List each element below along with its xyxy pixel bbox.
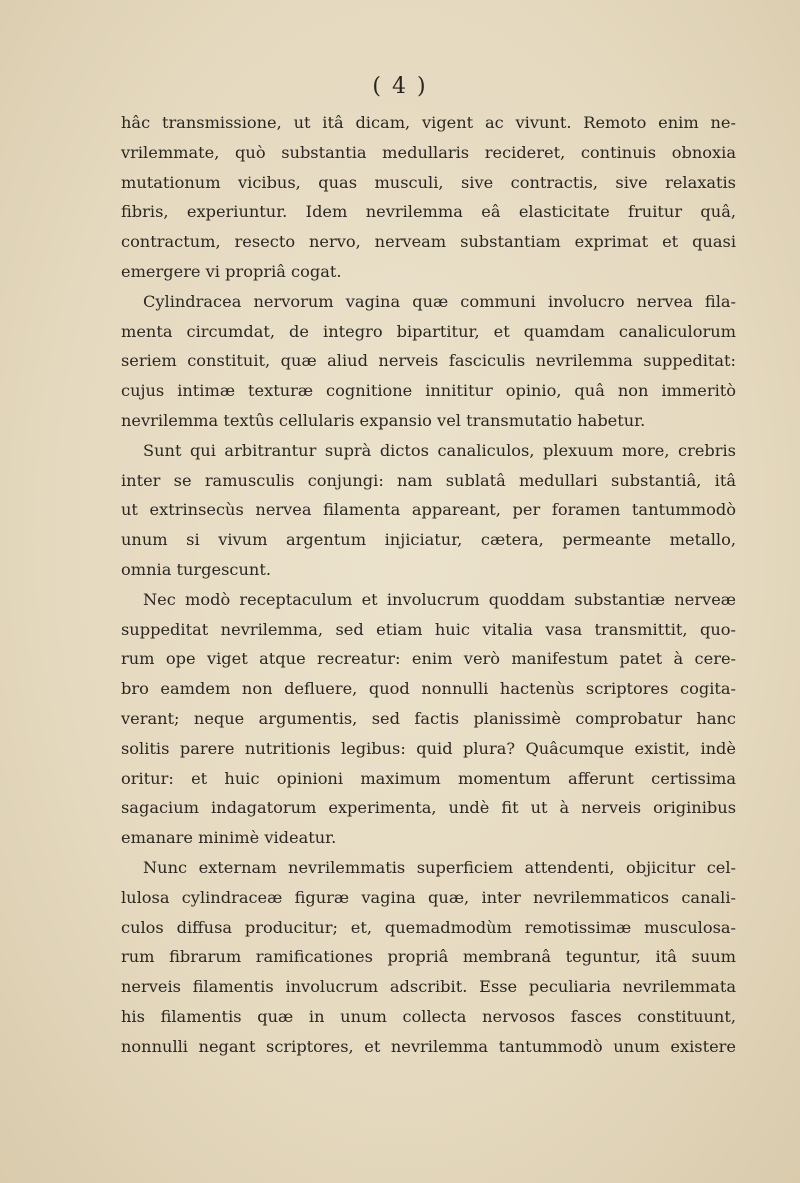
text-line: Cylindracea nervorum vagina quæ communi involucro nervea fila- — [143, 291, 736, 311]
text-line: his filamentis quæ in unum collecta nervosos fasces constituunt, — [121, 1006, 736, 1026]
text-line: Nec modò receptaculum et involucrum quoddam substantiæ nerveæ — [143, 589, 736, 609]
text-line: unum si vivum argentum injiciatur, cætera, permeante metallo, — [121, 530, 736, 550]
text-line: menta circumdat, de integro bipartitur, et quamdam canaliculorum — [121, 321, 736, 341]
text-line: verant; neque argumentis, sed factis planissimè comprobatur hanc — [121, 708, 736, 728]
text-line: nerveis filamentis involucrum adscribit. Esse peculiaria nevrilemmata — [121, 977, 736, 997]
text-line: fibris, experiuntur. Idem nevrilemma eâ elasticitate fruitur quâ, — [121, 202, 736, 222]
text-line: bro eamdem non defluere, quod nonnulli hactenùs scriptores cogita- — [121, 679, 736, 699]
text-line: emanare minimè videatur. — [121, 828, 337, 848]
text-line: rum ope viget atque recreatur: enim verò manifestum patet à cere- — [121, 649, 736, 669]
text-line: suppeditat nevrilemma, sed etiam huic vitalia vasa transmittit, quo- — [121, 619, 736, 639]
text-line: cujus intimæ texturæ cognitione innititur opinio, quâ non immeritò — [121, 381, 736, 401]
text-line: Nunc externam nevrilemmatis superficiem attendenti, objicitur cel- — [143, 857, 736, 877]
text-line: mutationum vicibus, quas musculi, sive contractis, sive relaxatis — [121, 172, 736, 192]
text-line: nonnulli negant scriptores, et nevrilemma tantummodò unum existere — [121, 1036, 736, 1056]
body-text — [121, 108, 736, 1062]
text-line: sagacium indagatorum experimenta, undè fit ut à nerveis originibus — [121, 798, 736, 818]
text-line: solitis parere nutritionis legibus: quid plura? Quâcumque existit, indè — [121, 738, 736, 758]
text-line: nevrilemma textûs cellularis expansio vel transmutatio habetur. — [121, 410, 646, 430]
text-line: inter se ramusculis conjungi: nam sublatâ medullari substantiâ, itâ — [121, 470, 736, 490]
text-line: vrilemmate, quò substantia medullaris recideret, continuis obnoxia — [121, 142, 736, 162]
text-line: rum fibrarum ramificationes propriâ membranâ teguntur, itâ suum — [121, 947, 736, 967]
text-line: lulosa cylindraceæ figuræ vagina quæ, inter nevrilemmaticos canali- — [121, 887, 736, 907]
text-line: hâc transmissione, ut itâ dicam, vigent ac vivunt. Remoto enim ne- — [121, 113, 736, 132]
text-line: oritur: et huic opinioni maximum momentum afferunt certissima — [121, 768, 736, 788]
text-line: omnia turgescunt. — [121, 559, 271, 579]
text-line: seriem constituit, quæ aliud nerveis fasciculis nevrilemma suppeditat: — [121, 351, 736, 371]
text-line: ut extrinsecùs nervea filamenta appareant, per foramen tantummodò — [121, 500, 736, 520]
text-line: Sunt qui arbitrantur suprà dictos canaliculos, plexuum more, crebris — [143, 440, 736, 460]
text-line: contractum, resecto nervo, nerveam substantiam exprimat et quasi — [121, 232, 736, 252]
page-number: ( 4 ) — [372, 74, 428, 99]
text-line: culos diffusa producitur; et, quemadmodùm remotissimæ musculosa- — [121, 917, 736, 937]
text-line: emergere vi propriâ cogat. — [121, 261, 342, 281]
